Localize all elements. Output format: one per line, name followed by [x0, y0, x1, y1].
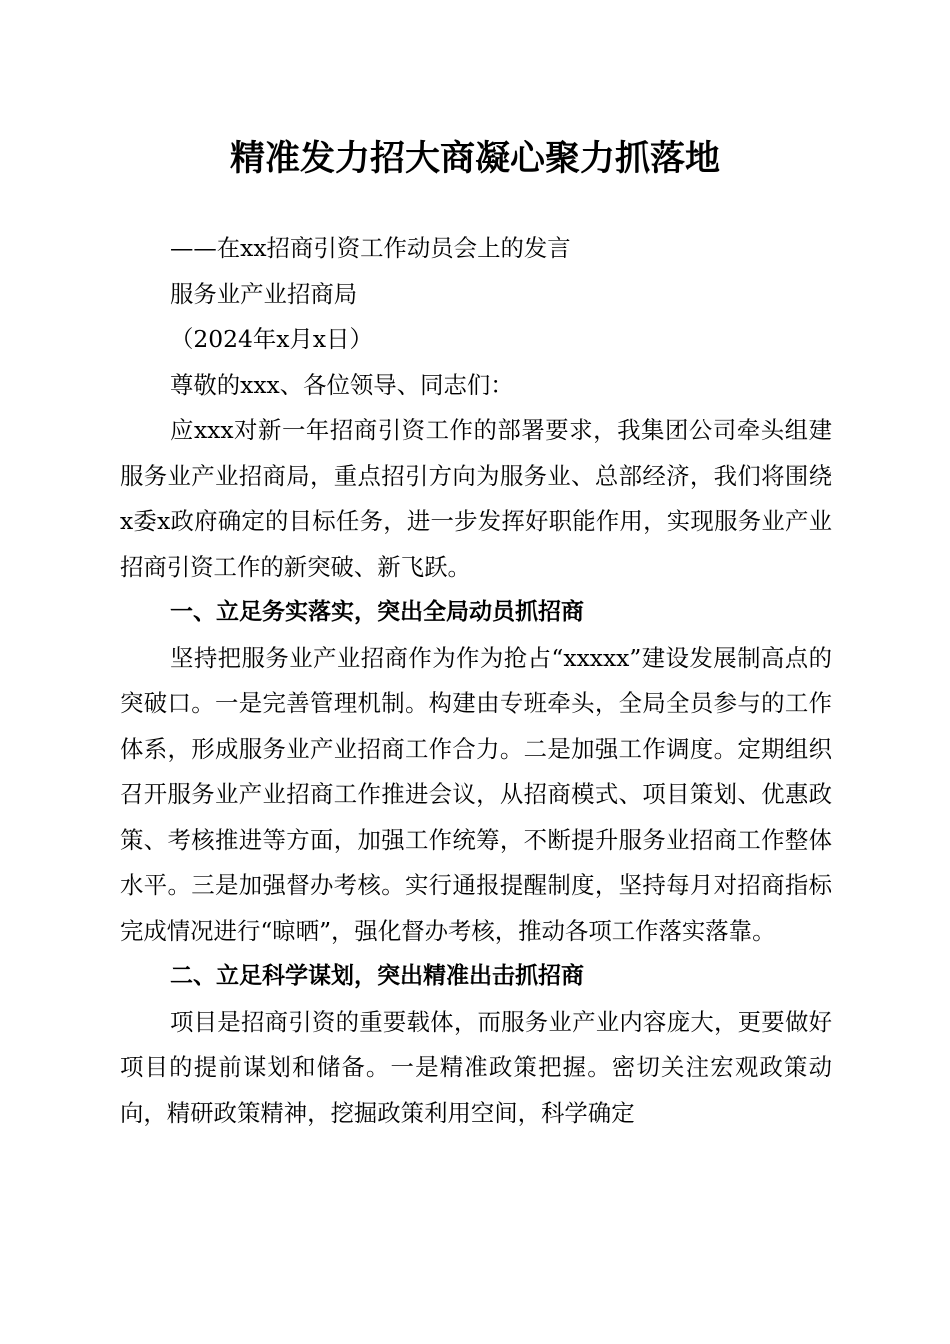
organization: 服务业产业招商局 [170, 279, 358, 308]
date: （2024年x月x日） [170, 325, 373, 353]
section-1-paragraph: 坚持把服务业产业招商作为作为抢占“xxxxx”建设发展制高点的突破口。一是完善管理机制。构建由专班牵头，全局全员参与的工作体系，形成服务业产业招商工作合力。二是加强工作调度。定期组织召开服务业产业招商工作推进会议，从招商模式、项目策划、优惠政策、考核推进等方面，加强工作统筹，不断提升服务业招商工作整体水平。三是加强督办考核。实行通报提醒制度，坚持每月对招商指标完成情况进行“晾晒”，强化督办考核，推动各项工作落实落靠。 [120, 643, 832, 945]
section-2-paragraph: 项目是招商引资的重要载体，而服务业产业内容庞大，更要做好项目的提前谋划和储备。一是精准政策把握。密切关注宏观政策动向，精研政策精神，挖掘政策利用空间，科学确定 [120, 1007, 832, 1127]
section-2-heading: 二、立足科学谋划，突出精准出击抓招商 [170, 963, 584, 989]
salutation: 尊敬的xxx、各位领导、同志们： [170, 370, 514, 399]
intro-paragraph: 应xxx对新一年招商引资工作的部署要求，我集团公司牵头组建服务业产业招商局，重点招引方向为服务业、总部经济，我们将围绕x委x政府确定的目标任务，进一步发挥好职能作用，实现服务业产业招商引资工作的新突破、新飞跃。 [120, 416, 832, 581]
document-body [120, 226, 832, 1136]
section-1-heading: 一、立足务实落实，突出全局动员抓招商 [170, 599, 584, 625]
document-title: 精准发力招大商凝心聚力抓落地 [229, 138, 720, 179]
subtitle: ——在xx招商引资工作动员会上的发言 [170, 234, 571, 262]
